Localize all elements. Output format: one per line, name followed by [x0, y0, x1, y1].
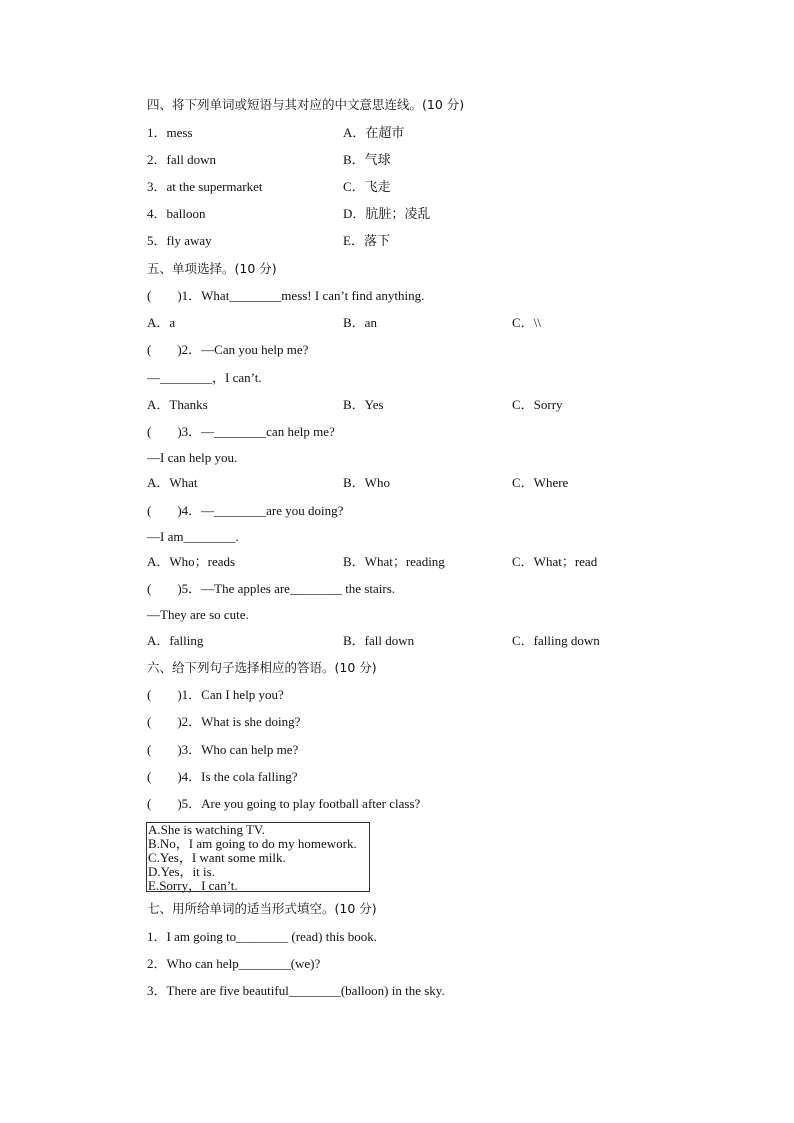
mc-q2-option-c: C．Sorry — [512, 397, 563, 412]
match-right-c: C．飞走 — [343, 179, 391, 194]
mc-q3-option-a: A．What — [147, 475, 198, 490]
reply-q2: ( )2．What is she doing? — [147, 714, 301, 729]
reply-q1: ( )1．Can I help you? — [147, 687, 284, 702]
mc-q4-option-c: C．What；read — [512, 554, 598, 569]
mc-q2-option-b: B．Yes — [343, 397, 384, 412]
reply-q5: ( )5．Are you going to play football after class? — [147, 796, 421, 811]
section-5-heading: 五、单项选择。(10 分) — [147, 261, 277, 276]
match-right-e: E．落下 — [343, 233, 390, 248]
mc-q5-reply: —They are so cute. — [147, 607, 249, 622]
mc-q2-reply: —________，I can’t. — [147, 370, 262, 385]
answer-option-c: C.Yes，I want some milk. — [148, 850, 286, 865]
mc-q4-option-b: B．What；reading — [343, 554, 445, 569]
fill-item-2: 2．Who can help________(we)? — [147, 956, 321, 971]
mc-q1-stem: ( )1．What________mess! I can’t find anything. — [147, 288, 425, 303]
reply-q4: ( )4．Is the cola falling? — [147, 769, 298, 784]
mc-q5-stem: ( )5．—The apples are________ the stairs. — [147, 581, 396, 596]
mc-q4-option-a: A．Who；reads — [147, 554, 236, 569]
match-left-5: 5．fly away — [147, 233, 212, 248]
mc-q1-option-a: A．a — [147, 315, 176, 330]
match-left-4: 4．balloon — [147, 206, 206, 221]
answer-option-b: B.No，I am going to do my homework. — [148, 836, 357, 851]
answer-option-d: D.Yes，it is. — [148, 864, 215, 879]
match-right-a: A．在超市 — [343, 125, 405, 140]
mc-q3-option-c: C．Where — [512, 475, 569, 490]
answer-options-box — [146, 822, 370, 892]
mc-q3-option-b: B．Who — [343, 475, 390, 490]
mc-q5-option-b: B．fall down — [343, 633, 415, 648]
mc-q2-stem: ( )2．—Can you help me? — [147, 342, 309, 357]
answer-option-a: A.She is watching TV. — [148, 822, 265, 837]
mc-q3-reply: —I can help you. — [147, 450, 238, 465]
fill-item-3: 3．There are five beautiful________(balloon) in the sky. — [147, 983, 445, 998]
mc-q1-option-c: C．\\ — [512, 315, 541, 330]
mc-q2-option-a: A．Thanks — [147, 397, 208, 412]
mc-q4-stem: ( )4．—________are you doing? — [147, 503, 344, 518]
answer-option-e: E.Sorry，I can’t. — [148, 878, 238, 893]
section-6-heading: 六、给下列句子选择相应的答语。(10 分) — [147, 660, 377, 675]
section-4-heading: 四、将下列单词或短语与其对应的中文意思连线。(10 分) — [147, 97, 465, 112]
mc-q4-reply: —I am________. — [147, 529, 239, 544]
reply-q3: ( )3．Who can help me? — [147, 742, 299, 757]
fill-item-1: 1．I am going to________ (read) this book. — [147, 929, 377, 944]
mc-q1-option-b: B．an — [343, 315, 377, 330]
match-left-1: 1．mess — [147, 125, 193, 140]
match-right-b: B．气球 — [343, 152, 391, 167]
section-7-heading: 七、用所给单词的适当形式填空。(10 分) — [147, 901, 377, 916]
mc-q5-option-a: A．falling — [147, 633, 204, 648]
mc-q3-stem: ( )3．—________can help me? — [147, 424, 335, 439]
match-left-2: 2．fall down — [147, 152, 216, 167]
mc-q5-option-c: C．falling down — [512, 633, 600, 648]
match-right-d: D．肮脏；凌乱 — [343, 206, 431, 221]
match-left-3: 3．at the supermarket — [147, 179, 263, 194]
